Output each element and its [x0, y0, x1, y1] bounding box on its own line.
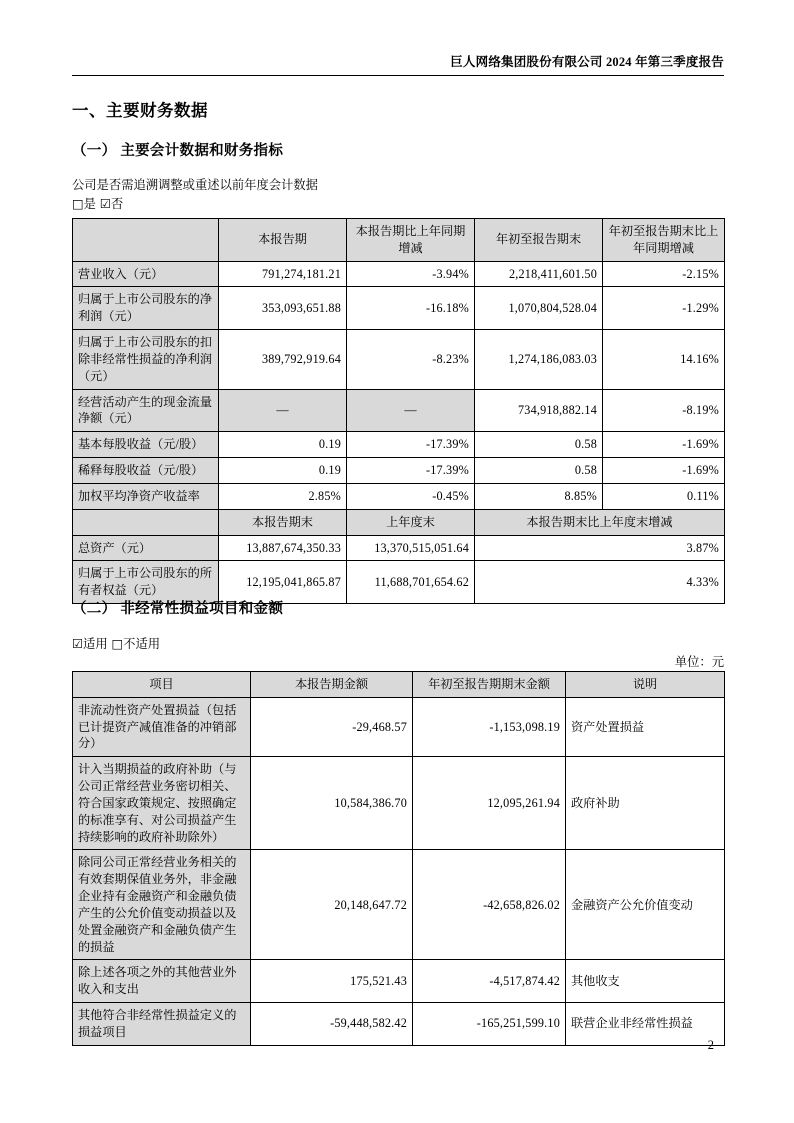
header-cell-current-period: 本报告期	[219, 219, 347, 262]
cell-other-nonoperating-current: 175,521.43	[251, 960, 413, 1003]
table-header-row-period	[73, 219, 725, 262]
row-label-equity: 归属于上市公司股东的所有者权益（元）	[73, 561, 219, 604]
header-cell-balance-change: 本报告期末比上年度末增减	[475, 509, 725, 535]
cell-net-profit-ytd: 1,070,804,528.04	[475, 287, 603, 330]
cell-basic-eps-ytd: 0.58	[475, 432, 603, 458]
section-heading-financial-data: 一、主要财务数据	[72, 101, 208, 120]
cell-net-profit-ytd-change: -1.29%	[603, 287, 725, 330]
cell-equity-period-end: 12,195,041,865.87	[219, 561, 347, 604]
header-divider-rule	[72, 75, 724, 76]
cell-diluted-eps-current: 0.19	[219, 458, 347, 484]
row-label-total-assets: 总资产（元）	[73, 535, 219, 561]
cell-fair-value-changes-current: 20,148,647.72	[251, 850, 413, 960]
cell-net-profit-deducted-ytd: 1,274,186,083.03	[475, 330, 603, 389]
table-row	[73, 535, 725, 561]
header-cell-prior-year-end: 上年度末	[347, 509, 475, 535]
cell-diluted-eps-current-change: -17.39%	[347, 458, 475, 484]
row-label-net-profit: 归属于上市公司股东的净利润（元）	[73, 287, 219, 330]
cell-total-assets-period-end: 13,887,674,350.33	[219, 535, 347, 561]
cell-revenue-ytd-change: -2.15%	[603, 261, 725, 287]
row-label-basic-eps: 基本每股收益（元/股）	[73, 432, 219, 458]
cell-equity-change: 4.33%	[475, 561, 725, 604]
cell-operating-cash-flow-ytd-change: -8.19%	[603, 389, 725, 432]
cell-net-profit-current-change: -16.18%	[347, 287, 475, 330]
cell-net-profit-deducted-current: 389,792,919.64	[219, 330, 347, 389]
header-cell-note: 说明	[566, 672, 725, 698]
row-label-operating-cash-flow: 经营活动产生的现金流量净额（元）	[73, 389, 219, 432]
row-label-government-grants: 计入当期损益的政府补助（与公司正常经营业务密切相关、符合国家政策规定、按照确定的标准享有、对公司损益产生持续影响的政府补助除外）	[73, 757, 251, 850]
header-cell-item: 项目	[73, 672, 251, 698]
cell-fair-value-changes-note: 金融资产公允价值变动	[566, 850, 725, 960]
table-row	[73, 389, 725, 432]
row-label-fair-value-changes: 除同公司正常经营业务相关的有效套期保值业务外，非金融企业持有金融资产和金融负债产生的公允价值变动损益以及处置金融资产和金融负债产生的损益	[73, 850, 251, 960]
cell-diluted-eps-ytd: 0.58	[475, 458, 603, 484]
applicability-checkbox-line[interactable]: ☑适用 □不适用	[72, 637, 161, 651]
cell-fair-value-changes-ytd: -42,658,826.02	[413, 850, 566, 960]
document-header-title: 巨人网络集团股份有限公司 2024 年第三季度报告	[450, 55, 724, 69]
cell-weighted-roe-current-change: -0.45%	[347, 483, 475, 509]
subsection-heading-nonrecurring-items: （二） 非经常性损益项目和金额	[72, 601, 284, 617]
cell-other-qualifying-items-note: 联营企业非经常性损益	[566, 1003, 725, 1046]
cell-net-profit-deducted-ytd-change: 14.16%	[603, 330, 725, 389]
cell-government-grants-current: 10,584,386.70	[251, 757, 413, 850]
table-row	[73, 483, 725, 509]
unit-label: 单位：元	[674, 655, 724, 669]
cell-basic-eps-current-change: -17.39%	[347, 432, 475, 458]
table-row	[73, 850, 725, 960]
row-label-other-qualifying-items: 其他符合非经常性损益定义的损益项目	[73, 1003, 251, 1046]
cell-other-nonoperating-note: 其他收支	[566, 960, 725, 1003]
nonrecurring-items-table	[72, 671, 725, 1046]
cell-diluted-eps-ytd-change: -1.69%	[603, 458, 725, 484]
cell-weighted-roe-current: 2.85%	[219, 483, 347, 509]
table-row	[73, 960, 725, 1003]
row-label-diluted-eps: 稀释每股收益（元/股）	[73, 458, 219, 484]
table-row	[73, 757, 725, 850]
cell-total-assets-change: 3.87%	[475, 535, 725, 561]
table-header-row-nonrecurring	[73, 672, 725, 698]
cell-weighted-roe-ytd-change: 0.11%	[603, 483, 725, 509]
header-cell-ytd-amount: 年初至报告期期末金额	[413, 672, 566, 698]
cell-revenue-current-change: -3.94%	[347, 261, 475, 287]
table-row	[73, 261, 725, 287]
header-cell-blank	[73, 219, 219, 262]
cell-basic-eps-ytd-change: -1.69%	[603, 432, 725, 458]
header-cell-ytd: 年初至报告期末	[475, 219, 603, 262]
cell-revenue-ytd: 2,218,411,601.50	[475, 261, 603, 287]
table-row	[73, 287, 725, 330]
retrospective-adjustment-checkbox-line[interactable]: □是 ☑否	[72, 197, 124, 211]
header-cell-current-amount: 本报告期金额	[251, 672, 413, 698]
header-cell-period-end: 本报告期末	[219, 509, 347, 535]
cell-net-profit-current: 353,093,651.88	[219, 287, 347, 330]
cell-operating-cash-flow-current-change: —	[347, 389, 475, 432]
table-row	[73, 330, 725, 389]
cell-operating-cash-flow-ytd: 734,918,882.14	[475, 389, 603, 432]
subsection-heading-accounting-indicators: （一） 主要会计数据和财务指标	[72, 143, 284, 159]
cell-other-nonoperating-ytd: -4,517,874.42	[413, 960, 566, 1003]
cell-equity-prior-year-end: 11,688,701,654.62	[347, 561, 475, 604]
cell-asset-disposal-note: 资产处置损益	[566, 697, 725, 756]
header-cell-ytd-change: 年初至报告期末比上年同期增减	[603, 219, 725, 262]
header-cell-blank-balance	[73, 509, 219, 535]
cell-total-assets-prior-year-end: 13,370,515,051.64	[347, 535, 475, 561]
row-label-asset-disposal: 非流动性资产处置损益（包括已计提资产减值准备的冲销部分）	[73, 697, 251, 756]
cell-revenue-current: 791,274,181.21	[219, 261, 347, 287]
cell-net-profit-deducted-current-change: -8.23%	[347, 330, 475, 389]
table-header-row-balance	[73, 509, 725, 535]
cell-operating-cash-flow-current: —	[219, 389, 347, 432]
cell-government-grants-note: 政府补助	[566, 757, 725, 850]
cell-weighted-roe-ytd: 8.85%	[475, 483, 603, 509]
row-label-weighted-roe: 加权平均净资产收益率	[73, 483, 219, 509]
table-row	[73, 697, 725, 756]
cell-asset-disposal-ytd: -1,153,098.19	[413, 697, 566, 756]
cell-other-qualifying-items-ytd: -165,251,599.10	[413, 1003, 566, 1046]
cell-asset-disposal-current: -29,468.57	[251, 697, 413, 756]
cell-government-grants-ytd: 12,095,261.94	[413, 757, 566, 850]
row-label-revenue: 营业收入（元）	[73, 261, 219, 287]
page-number: 2	[707, 1038, 714, 1052]
retrospective-adjustment-question: 公司是否需追溯调整或重述以前年度会计数据	[72, 178, 318, 192]
row-label-other-nonoperating: 除上述各项之外的其他营业外收入和支出	[73, 960, 251, 1003]
row-label-net-profit-deducted: 归属于上市公司股东的扣除非经常性损益的净利润（元）	[73, 330, 219, 389]
cell-other-qualifying-items-current: -59,448,582.42	[251, 1003, 413, 1046]
table-row	[73, 458, 725, 484]
main-financial-indicators-table	[72, 218, 725, 604]
header-cell-current-change: 本报告期比上年同期增减	[347, 219, 475, 262]
cell-basic-eps-current: 0.19	[219, 432, 347, 458]
table-row	[73, 432, 725, 458]
